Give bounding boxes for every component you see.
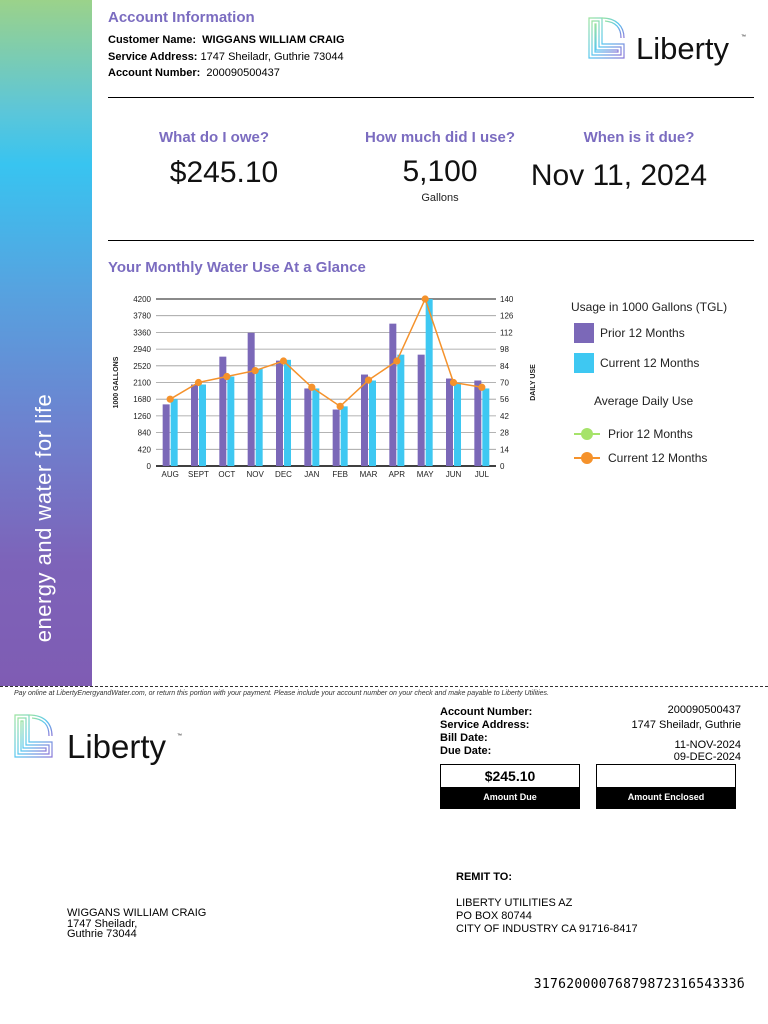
- tear-line: [0, 686, 768, 687]
- avg-point-current: [223, 373, 230, 380]
- x-tick-label: OCT: [218, 470, 236, 479]
- bar-current: [397, 355, 404, 466]
- account-info-title: Account Information: [108, 9, 255, 26]
- legend-avg-current-swatch: [574, 453, 600, 463]
- bar-current: [454, 383, 461, 467]
- x-tick-label: NOV: [246, 470, 264, 479]
- x-tick-label: JAN: [304, 470, 320, 479]
- stub-due-date: 09-DEC-2024: [673, 751, 741, 763]
- bar-prior: [163, 404, 170, 466]
- bar-prior: [304, 388, 311, 466]
- x-tick-label: AUG: [161, 470, 179, 479]
- y-tick-label: 3360: [133, 328, 151, 338]
- avg-point-current: [393, 357, 400, 364]
- amount-due-value: $245.10: [484, 768, 536, 784]
- amount-due-label: Amount Due: [441, 787, 579, 808]
- sidebar-gradient: [0, 0, 92, 686]
- avg-point-current: [167, 396, 174, 403]
- account-number-label: Account Number:: [108, 67, 201, 79]
- legend-avg-current: [574, 451, 707, 465]
- stub-service-address-label: Service Address:: [440, 719, 530, 731]
- x-tick-label: FEB: [332, 470, 348, 479]
- y-tick-label: 2100: [133, 378, 151, 388]
- y-tick-label: 840: [137, 428, 151, 438]
- y2-tick-label: 42: [500, 411, 509, 421]
- liberty-logo-stub: [12, 711, 184, 772]
- what-do-i-owe-label: What do I owe?: [159, 129, 269, 146]
- avg-point-current: [478, 384, 485, 391]
- customer-name: WIGGANS WILLIAM CRAIG: [202, 34, 345, 46]
- bar-current: [312, 388, 319, 466]
- bar-prior: [219, 357, 226, 466]
- y2-tick-label: 112: [500, 328, 513, 338]
- y2-tick-label: 0: [500, 462, 505, 471]
- bar-prior: [418, 355, 425, 466]
- mailing-name: WIGGANS WILLIAM CRAIG: [67, 907, 207, 919]
- avg-point-current: [308, 384, 315, 391]
- svg-text:™: ™: [177, 733, 182, 739]
- x-tick-label: MAR: [359, 470, 378, 479]
- bar-prior: [446, 379, 453, 466]
- bar-current: [426, 299, 433, 466]
- bar-prior: [248, 333, 255, 466]
- y-tick-label: 420: [137, 445, 151, 455]
- when-due-label: When is it due?: [583, 129, 695, 146]
- y-tick-label: 3780: [133, 311, 151, 321]
- y-tick-label: 0: [146, 462, 151, 471]
- x-tick-label: MAY: [416, 470, 434, 479]
- legend-avg-prior: [574, 427, 693, 441]
- bar-prior: [361, 375, 368, 466]
- chart-title: Your Monthly Water Use At a Glance: [108, 259, 366, 276]
- service-address-row: [108, 51, 344, 63]
- liberty-logo: [586, 14, 748, 73]
- y2-axis-title: DAILY USE: [530, 364, 537, 401]
- bar-prior: [333, 410, 340, 466]
- y-tick-label: 1260: [133, 411, 151, 421]
- bar-prior: [191, 384, 198, 466]
- mailing-line: Guthrie 73044: [67, 928, 137, 940]
- avg-point-current: [280, 357, 287, 364]
- bar-current: [171, 399, 178, 466]
- bar-current: [256, 369, 263, 466]
- y2-tick-label: 28: [500, 428, 509, 438]
- stub-account-number-label: Account Number:: [440, 706, 533, 718]
- usage-amount: 5,100: [402, 155, 478, 188]
- y-tick-label: 2940: [133, 345, 151, 355]
- remit-line: CITY OF INDUSTRY CA 91716-8417: [456, 923, 638, 935]
- remit-line: LIBERTY UTILITIES AZ: [456, 897, 573, 909]
- due-date: Nov 11, 2024: [530, 159, 708, 192]
- amount-enclosed-label: Amount Enclosed: [597, 787, 735, 808]
- legend-avg-title: Average Daily Use: [594, 394, 694, 408]
- bar-current: [482, 388, 489, 466]
- water-usage-chart: [106, 290, 556, 480]
- y-axis-title: 1000 GALLONS: [113, 356, 120, 409]
- bar-prior: [474, 381, 481, 466]
- avg-point-current: [422, 295, 429, 302]
- svg-text:™: ™: [741, 34, 746, 40]
- pay-online-note: Pay online at LibertyEnergyandWater.com, or return this portion with your payment. Please include your account number on your check and make payable to Liberty Utilities.: [14, 690, 550, 697]
- mailing-address: [67, 908, 206, 940]
- remit-address: [456, 897, 638, 936]
- remit-line: PO BOX 80744: [456, 910, 532, 922]
- account-number-row: [108, 67, 280, 79]
- amount-due-box: [440, 764, 580, 809]
- bar-current: [199, 384, 206, 466]
- legend-avg-prior-label: Prior 12 Months: [608, 427, 693, 441]
- y2-tick-label: 56: [500, 395, 509, 405]
- stub-due-date-label: Due Date:: [440, 745, 492, 757]
- avg-point-current: [195, 379, 202, 386]
- y2-tick-label: 98: [500, 345, 509, 355]
- service-address-label: Service Address:: [108, 51, 198, 63]
- avg-point-current: [365, 377, 372, 384]
- stub-account-number: 200090500437: [667, 704, 741, 716]
- bar-current: [369, 381, 376, 466]
- stub-bill-date: 11-NOV-2024: [674, 739, 741, 751]
- x-tick-label: DEC: [275, 470, 292, 479]
- how-much-used-label: How much did I use?: [364, 129, 515, 146]
- y2-tick-label: 84: [500, 361, 509, 371]
- legend-current-swatch: [574, 353, 594, 373]
- remit-to-title: REMIT TO:: [456, 871, 513, 883]
- y2-tick-label: 140: [500, 295, 514, 304]
- legend-current-label: Current 12 Months: [600, 356, 700, 370]
- service-address: 1747 Sheiladr, Guthrie 73044: [200, 51, 344, 63]
- stub-service-address: 1747 Sheiladr, Guthrie: [631, 719, 741, 731]
- amount-enclosed-field[interactable]: [597, 765, 735, 787]
- stub-bill-date-label: Bill Date:: [440, 732, 488, 744]
- y-tick-label: 2520: [133, 361, 151, 371]
- avg-point-current: [450, 379, 457, 386]
- legend-avg-current-label: Current 12 Months: [608, 451, 708, 465]
- bar-current: [284, 360, 291, 466]
- divider: [108, 97, 754, 98]
- legend-prior-swatch: [574, 323, 594, 343]
- bar-prior: [276, 361, 283, 466]
- mailing-line: 1747 Sheiladr,: [67, 917, 138, 930]
- y2-tick-label: 126: [500, 311, 514, 321]
- bar-current: [227, 377, 234, 466]
- y-tick-label: 4200: [133, 295, 151, 304]
- x-tick-label: SEPT: [188, 470, 209, 479]
- usage-unit: Gallons: [421, 192, 459, 204]
- avg-point-current: [337, 403, 344, 410]
- y2-tick-label: 70: [500, 378, 509, 388]
- divider: [108, 240, 754, 241]
- account-number: 200090500437: [206, 67, 280, 79]
- y2-tick-label: 14: [500, 445, 509, 455]
- legend-prior-label: Prior 12 Months: [600, 326, 685, 340]
- sidebar-tagline: energy and water for life: [31, 393, 56, 643]
- legend-usage-title: Usage in 1000 Gallons (TGL): [571, 300, 728, 314]
- liberty-logo-stub-text: Liberty: [67, 728, 167, 765]
- legend-avg-prior-swatch: [574, 429, 600, 439]
- ocr-scan-line: 3176200007687987231654333б: [533, 977, 745, 992]
- y-tick-label: 1680: [133, 395, 151, 405]
- bar-prior: [389, 324, 396, 466]
- customer-name-label: Customer Name:: [108, 34, 197, 46]
- avg-point-current: [252, 367, 259, 374]
- legend-current-bars: [574, 353, 699, 373]
- x-tick-label: JUL: [474, 470, 489, 479]
- liberty-logo-text: Liberty: [636, 31, 730, 66]
- x-tick-label: JUN: [445, 470, 462, 479]
- avg-line-current: [170, 299, 482, 406]
- legend-prior-bars: [574, 323, 685, 343]
- amount-enclosed-box[interactable]: [596, 764, 736, 809]
- x-tick-label: APR: [388, 470, 406, 479]
- amount-owed: $245.10: [169, 156, 279, 189]
- customer-name-row: [108, 34, 345, 46]
- bar-current: [341, 406, 348, 466]
